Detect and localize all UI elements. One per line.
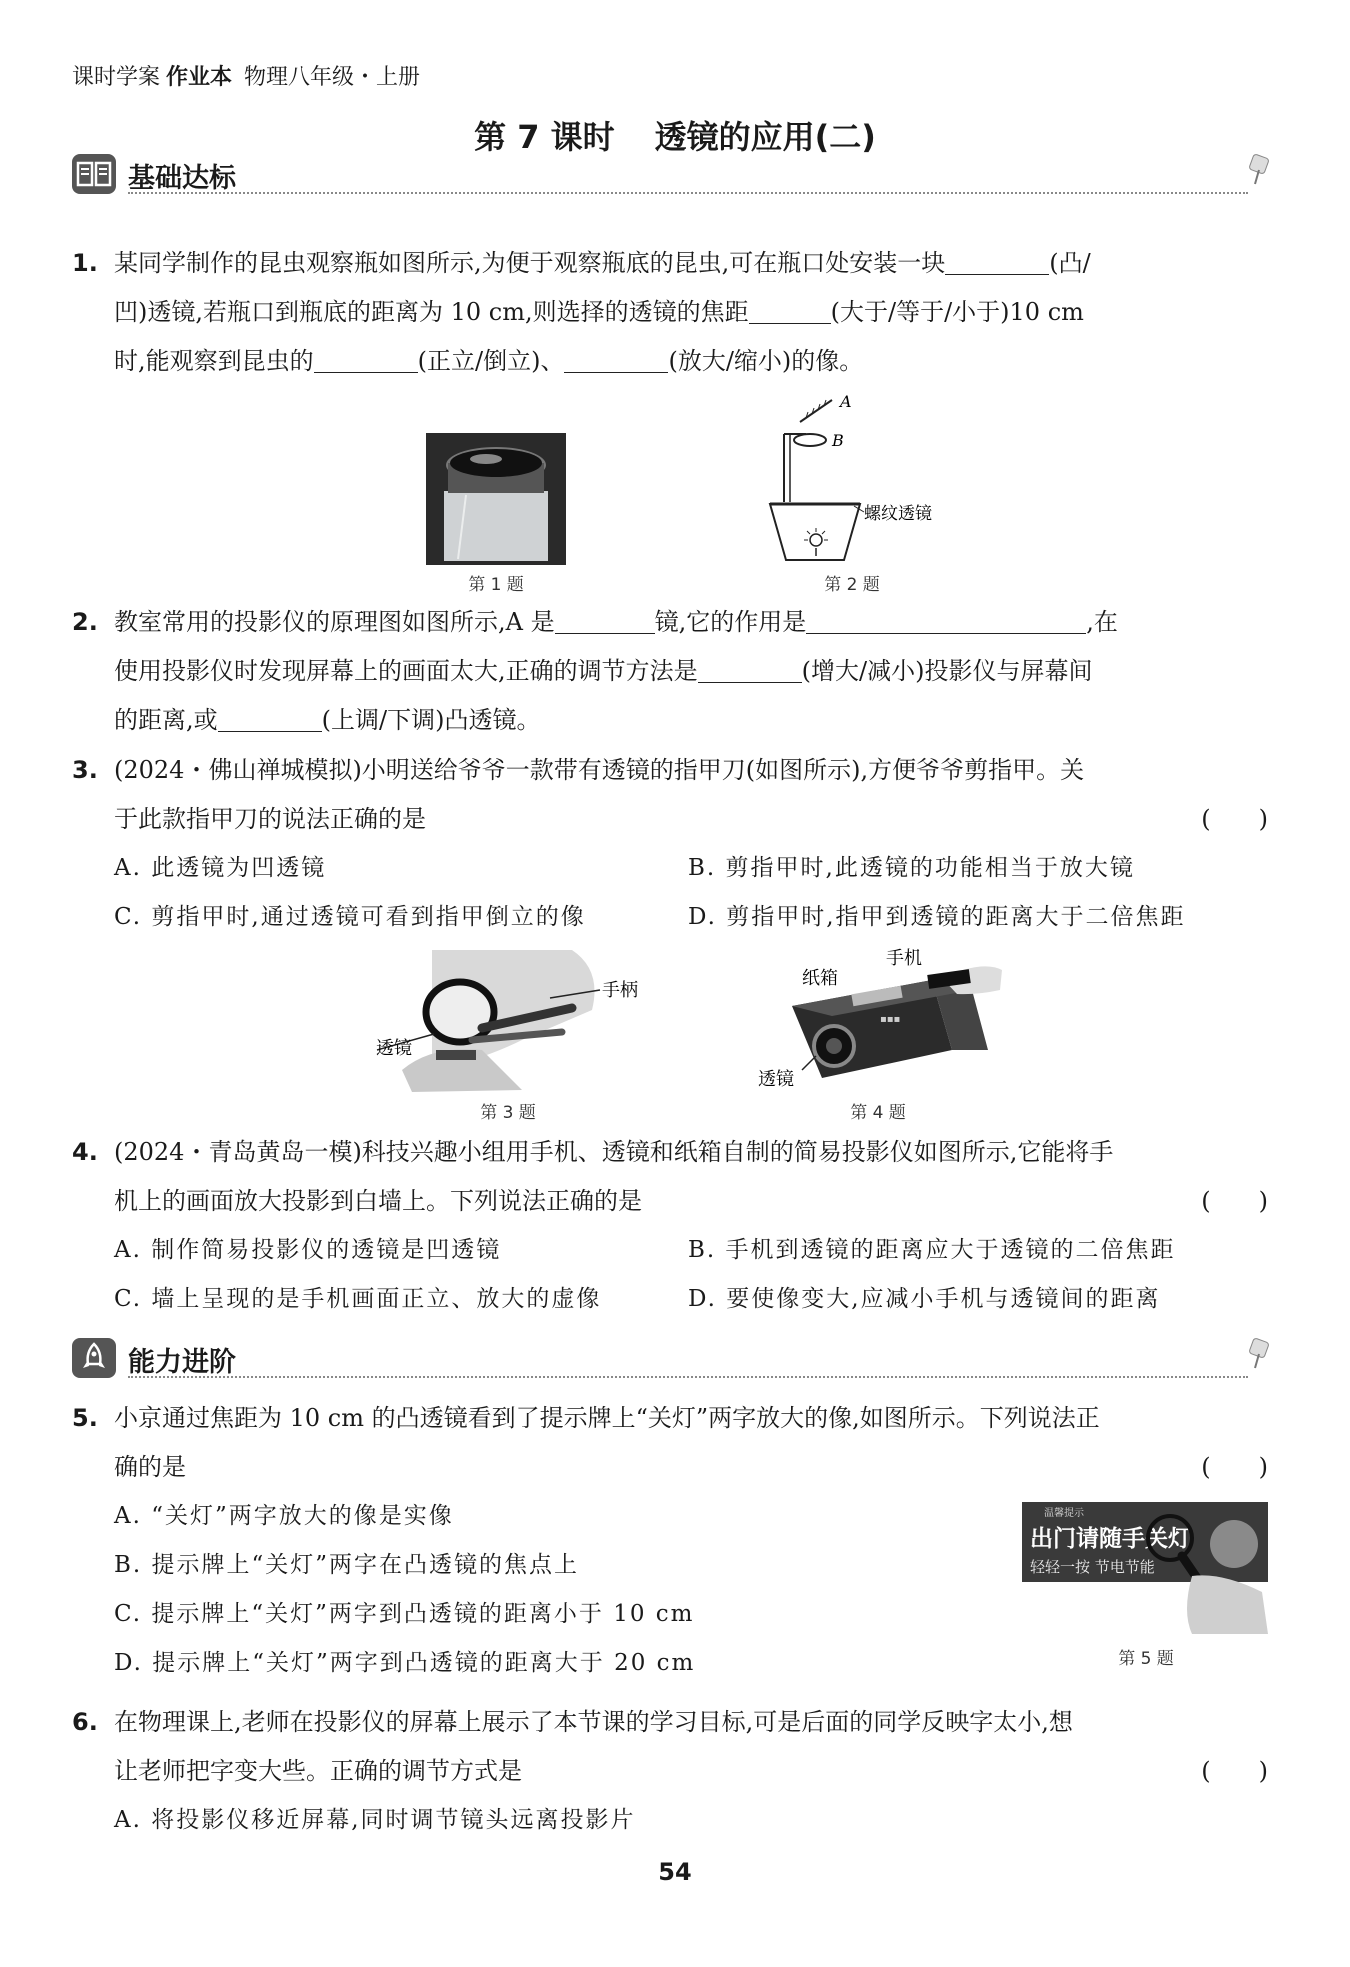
q1-text: (正立/倒立)、 xyxy=(417,347,565,375)
option-d[interactable]: D. 提示牌上“关灯”两字到凸透镜的距离大于 20 cm xyxy=(114,1650,696,1676)
label-a: A xyxy=(840,392,852,411)
q1-text: (凸/ xyxy=(1049,249,1091,277)
answer-blank[interactable] xyxy=(945,246,1049,275)
page-number: 54 xyxy=(658,1858,692,1886)
option-a[interactable]: A. 将投影仪移近屏幕,同时调节镜头远离投影片 xyxy=(114,1807,636,1833)
figure-3-nail-clipper-photo xyxy=(372,950,638,1092)
q5-text: 确的是 xyxy=(114,1453,186,1481)
figure-2-projector-diagram xyxy=(760,392,960,568)
question-number: 2. xyxy=(72,608,98,636)
q1-text: 时,能观察到昆虫的 xyxy=(114,347,314,375)
question-1 xyxy=(72,239,1272,386)
label-handle: 手柄 xyxy=(602,980,638,1001)
q2-text: (上调/下调)凸透镜。 xyxy=(321,706,541,734)
question-4 xyxy=(72,1128,1272,1226)
q3-text: (2024・佛山禅城模拟)小明送给爷爷一款带有透镜的指甲刀(如图所示),方便爷爷剪指甲。关 xyxy=(114,756,1085,784)
q2-text: 的距离,或 xyxy=(114,706,218,734)
section-advanced xyxy=(72,1334,1272,1382)
answer-blank[interactable] xyxy=(218,703,322,732)
q6-text: 在物理课上,老师在投影仪的屏幕上展示了本节课的学习目标,可是后面的同学反映字太小,想 xyxy=(114,1708,1073,1736)
rocket-icon xyxy=(72,1338,116,1378)
question-6 xyxy=(72,1698,1272,1796)
option-b[interactable]: B. 提示牌上“关灯”两字在凸透镜的焦点上 xyxy=(114,1552,580,1578)
q1-text: 某同学制作的昆虫观察瓶如图所示,为便于观察瓶底的昆虫,可在瓶口处安装一块 xyxy=(114,249,946,277)
label-b: B xyxy=(832,431,844,450)
box-brand-mark: ▪▪▪ xyxy=(880,1014,901,1025)
header-book: 作业本 xyxy=(166,65,233,90)
pin-icon xyxy=(1246,152,1272,186)
sign-small-text: 温馨提示 xyxy=(1044,1508,1084,1519)
question-number: 4. xyxy=(72,1138,98,1166)
question-number: 1. xyxy=(72,249,98,277)
q1-text: (放大/缩小)的像。 xyxy=(668,347,864,375)
q1-text: 凹)透镜,若瓶口到瓶底的距离为 10 cm,则选择的透镜的焦距 xyxy=(114,298,749,326)
q2-text: 使用投影仪时发现屏幕上的画面太大,正确的调节方法是 xyxy=(114,657,698,685)
label-phone: 手机 xyxy=(886,948,922,969)
option-b[interactable]: B. 手机到透镜的距离应大于透镜的二倍焦距 xyxy=(688,1237,1176,1263)
q2-text: ,在 xyxy=(1086,608,1118,636)
question-number: 3. xyxy=(72,756,98,784)
answer-paren[interactable]: ( ) xyxy=(1201,1453,1268,1481)
section-title: 基础达标 xyxy=(128,163,236,194)
section-divider xyxy=(128,192,1248,194)
lesson-number: 第 7 课时 xyxy=(474,118,615,156)
option-b[interactable]: B. 剪指甲时,此透镜的功能相当于放大镜 xyxy=(688,855,1135,881)
book-icon xyxy=(72,154,116,194)
section-divider xyxy=(128,1376,1248,1378)
q4-text: 机上的画面放大投影到白墙上。下列说法正确的是 xyxy=(114,1187,642,1215)
figure-caption: 第 2 题 xyxy=(824,575,880,595)
sign-sub-text: 轻轻一按 节电节能 xyxy=(1030,1558,1155,1576)
q1-text: (大于/等于/小于)10 cm xyxy=(830,298,1084,326)
option-a[interactable]: A. 此透镜为凹透镜 xyxy=(114,855,327,881)
answer-paren[interactable]: ( ) xyxy=(1201,1187,1268,1215)
question-5 xyxy=(72,1394,1272,1492)
answer-blank[interactable] xyxy=(314,344,418,373)
section-basic xyxy=(72,150,1272,198)
answer-blank[interactable] xyxy=(698,654,802,683)
option-d[interactable]: D. 要使像变大,应减小手机与透镜间的距离 xyxy=(688,1286,1161,1312)
option-c[interactable]: C. 墙上呈现的是手机画面正立、放大的虚像 xyxy=(114,1286,602,1312)
answer-blank[interactable] xyxy=(555,605,655,634)
option-c[interactable]: C. 提示牌上“关灯”两字到凸透镜的距离小于 10 cm xyxy=(114,1601,695,1627)
figure-4-box-projector-photo xyxy=(752,950,1012,1092)
answer-paren[interactable]: ( ) xyxy=(1201,805,1268,833)
label-lens: 透镜 xyxy=(758,1069,794,1090)
label-lens: 透镜 xyxy=(376,1038,412,1059)
figure-caption: 第 5 题 xyxy=(1118,1649,1174,1669)
figure-5-sign-photo xyxy=(1022,1502,1268,1634)
q2-text: (增大/减小)投影仪与屏幕间 xyxy=(801,657,1093,685)
figure-caption: 第 4 题 xyxy=(850,1103,906,1123)
label-thread-lens: 螺纹透镜 xyxy=(864,504,932,524)
label-cardboard-box: 纸箱 xyxy=(802,968,838,989)
section-title: 能力进阶 xyxy=(128,1347,236,1378)
option-c[interactable]: C. 剪指甲时,通过透镜可看到指甲倒立的像 xyxy=(114,904,586,930)
figure-1-jar-photo xyxy=(426,433,566,565)
header-subject: 物理八年级・上册 xyxy=(244,65,421,90)
answer-paren[interactable]: ( ) xyxy=(1201,1757,1268,1785)
answer-blank[interactable] xyxy=(749,295,831,324)
option-d[interactable]: D. 剪指甲时,指甲到透镜的距离大于二倍焦距 xyxy=(688,904,1186,930)
running-header xyxy=(72,60,420,91)
pin-icon xyxy=(1246,1336,1272,1370)
q6-text: 让老师把字变大些。正确的调节方式是 xyxy=(114,1757,522,1785)
question-3 xyxy=(72,746,1272,844)
answer-blank[interactable] xyxy=(564,344,668,373)
figure-caption: 第 1 题 xyxy=(468,575,524,595)
figure-caption: 第 3 题 xyxy=(480,1103,536,1123)
question-number: 5. xyxy=(72,1404,98,1432)
header-brand: 课时学案 xyxy=(72,65,161,90)
q2-text: 教室常用的投影仪的原理图如图所示,A 是 xyxy=(114,608,555,636)
question-number: 6. xyxy=(72,1708,98,1736)
question-2 xyxy=(72,598,1272,745)
option-a[interactable]: A. 制作简易投影仪的透镜是凹透镜 xyxy=(114,1237,502,1263)
option-a[interactable]: A. “关灯”两字放大的像是实像 xyxy=(114,1503,454,1529)
q5-text: 小京通过焦距为 10 cm 的凸透镜看到了提示牌上“关灯”两字放大的像,如图所示。下列说法正 xyxy=(114,1404,1100,1432)
q2-text: 镜,它的作用是 xyxy=(654,608,807,636)
answer-blank[interactable] xyxy=(806,605,1086,634)
lesson-name: 透镜的应用(二) xyxy=(654,118,876,156)
q4-text: (2024・青岛黄岛一模)科技兴趣小组用手机、透镜和纸箱自制的简易投影仪如图所示,它能将手 xyxy=(114,1138,1114,1166)
q3-text: 于此款指甲刀的说法正确的是 xyxy=(114,805,426,833)
sign-main-text: 出门请随手关灯 xyxy=(1030,1526,1191,1552)
